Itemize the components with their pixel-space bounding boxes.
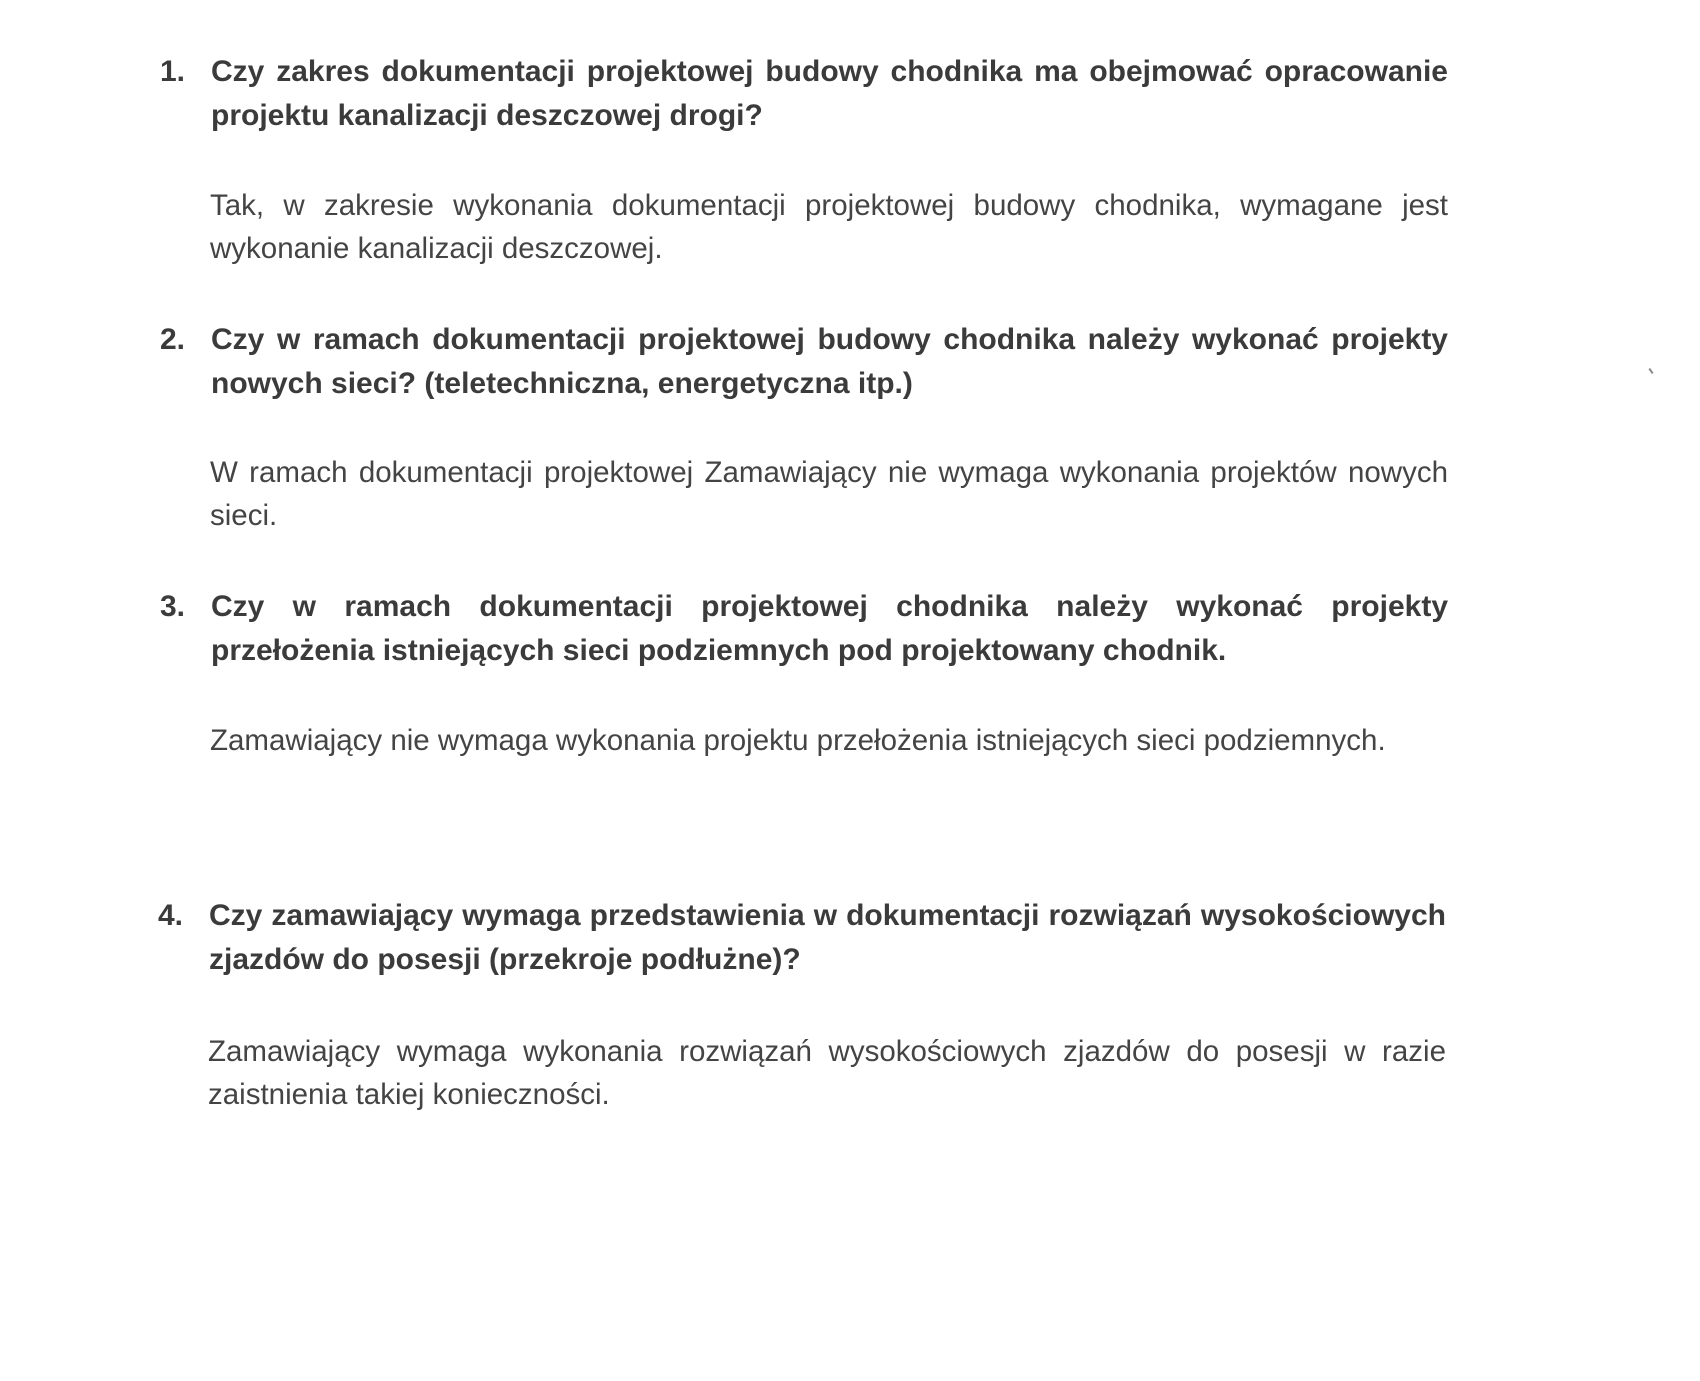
answer-text: Zamawiający nie wymaga wykonania projektu przełożenia istniejących sieci podziemnych. [210, 724, 1386, 757]
qa-item [160, 585, 1448, 762]
question [160, 318, 1448, 406]
qa-item [158, 894, 1446, 1116]
qa-item [160, 50, 1448, 270]
question-text: Czy zamawiający wymaga przedstawienia w dokumentacji rozwiązań wysokościowych zjazdów do posesji (przekroje podłużne)? [209, 899, 1446, 976]
question [160, 585, 1448, 673]
question-text: Czy w ramach dokumentacji projektowej budowy chodnika należy wykonać projekty nowych sieci? (teletechniczna, energetyczna itp.) [211, 323, 1448, 400]
qa-item [160, 318, 1448, 537]
question-number: 1. [160, 55, 186, 88]
answer-text: Zamawiający wymaga wykonania rozwiązań wysokościowych zjazdów do posesji w razie zaistnienia takiej konieczności. [208, 1035, 1446, 1111]
question [158, 894, 1446, 982]
question-text: Czy w ramach dokumentacji projektowej chodnika należy wykonać projekty przełożenia istniejących sieci podziemnych pod projektowany chodnik. [211, 590, 1448, 667]
question [160, 50, 1448, 138]
scan-speck [1648, 368, 1653, 374]
question-number: 3. [160, 590, 186, 623]
question-number: 4. [158, 899, 184, 932]
question-number: 2. [160, 323, 186, 356]
answer-text: Tak, w zakresie wykonania dokumentacji projektowej budowy chodnika, wymagane jest wykonanie kanalizacji deszczowej. [210, 189, 1448, 265]
answer-text: W ramach dokumentacji projektowej Zamawiający nie wymaga wykonania projektów nowych sieci. [210, 456, 1448, 532]
question-text: Czy zakres dokumentacji projektowej budowy chodnika ma obejmować opracowanie projektu kanalizacji deszczowej drogi? [211, 55, 1448, 132]
